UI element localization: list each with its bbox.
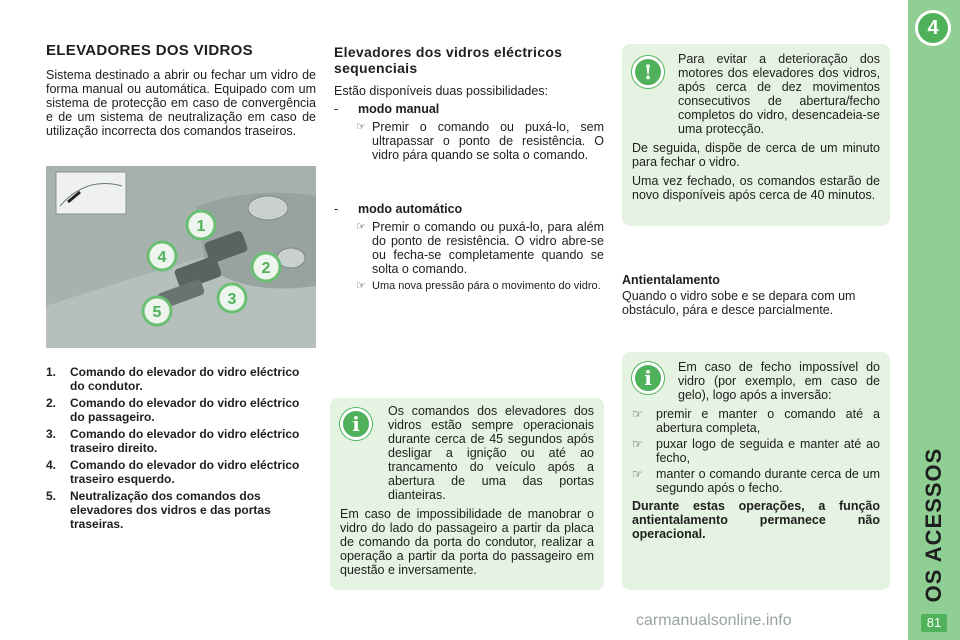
door-controls-photo xyxy=(46,166,316,348)
auto-mode-title: modo automático xyxy=(358,202,463,216)
reset-step-text: premir e manter o comando até a abertura completa, xyxy=(656,407,880,435)
callout-5 xyxy=(143,297,171,325)
door-controls-illustration xyxy=(46,166,316,348)
svg-text:2: 2 xyxy=(261,260,271,277)
legend-text: Comando do elevador do vidro eléctrico do passageiro. xyxy=(70,396,300,424)
warning-icon: ! xyxy=(632,56,664,88)
manual-mode-title: modo manual xyxy=(358,102,440,116)
legend-item xyxy=(46,458,316,486)
hand-pointer-icon: ☞ xyxy=(356,280,366,292)
manual-mode-label xyxy=(334,102,604,116)
legend-number: 1. xyxy=(46,365,57,379)
svg-text:3: 3 xyxy=(227,291,237,308)
legend-text: Comando do elevador do vidro eléctrico traseiro esquerdo. xyxy=(70,458,300,486)
hand-pointer-icon: ☞ xyxy=(632,437,643,451)
info-icon: i xyxy=(632,362,664,394)
legend-text: Neutralização dos comandos dos elevadores dos vidros e das portas traseiras. xyxy=(70,489,271,531)
info-box-reset xyxy=(622,352,890,590)
legend-item xyxy=(46,489,316,531)
subsection-title: Elevadores dos vidros eléctricos sequenciais xyxy=(334,44,563,76)
svg-text:5: 5 xyxy=(152,304,162,321)
warning-paragraph-1: Para evitar a deterioração dos motores dos elevadores dos vidros, após cerca de dez movimentos consecutivos de abertura/fecho completos do vidro, desencadeia-se uma protecção. xyxy=(678,52,880,136)
reset-step xyxy=(632,467,880,495)
lead-text: Estão disponíveis duas possibilidades: xyxy=(334,84,549,98)
callout-4 xyxy=(148,242,176,270)
reset-step-text: manter o comando durante cerca de um segundo após o fecho. xyxy=(656,467,880,495)
callout-1 xyxy=(187,211,215,239)
callout-3 xyxy=(218,284,246,312)
auto-mode-note xyxy=(356,280,604,293)
hand-pointer-icon: ☞ xyxy=(632,407,643,421)
anti-pinch-text: Quando o vidro sobe e se depara com um obstáculo, pára e desce parcialmente. xyxy=(622,289,856,317)
hand-pointer-icon: ☞ xyxy=(356,121,366,133)
legend-text: Comando do elevador do vidro eléctrico do condutor. xyxy=(70,365,300,393)
warning-box-protection xyxy=(622,44,890,226)
legend-number: 5. xyxy=(46,489,57,503)
info-box-paragraph-2: Em caso de impossibilidade de manobrar o vidro do lado do passageiro a partir da placa de comando da porta do condutor, realizar a operação a partir da porta do passageiro em questão e inversamente. xyxy=(340,507,594,577)
intro-paragraph: Sistema destinado a abrir ou fechar um vidro de forma manual ou automática. Equipado com um sistema de protecção em caso de convergência e de um sistema de neutralização em caso de utilização incorrecta dos comandos traseiros. xyxy=(46,68,316,138)
page-number: 81 xyxy=(921,614,947,632)
hand-pointer-icon: ☞ xyxy=(632,467,643,481)
auto-mode-note-text: Uma nova pressão pára o movimento do vidro. xyxy=(372,280,601,292)
auto-mode-text: Premir o comando ou puxá-lo, para além do ponto de resistência. O vidro abre-se ou fecha-se completamente quando se solta o comando. xyxy=(372,220,604,276)
reset-warning-bold: Durante estas operações, a função antientalamento permanece não operacional. xyxy=(632,499,880,541)
reset-step xyxy=(632,407,880,435)
auto-mode-label xyxy=(334,202,604,216)
hand-pointer-icon: ☞ xyxy=(356,221,366,233)
info-icon: i xyxy=(340,408,372,440)
anti-pinch-title: Antientalamento xyxy=(622,273,720,287)
reset-intro: Em caso de fecho impossível do vidro (por exemplo, em caso de gelo), logo após a inversão: xyxy=(678,360,880,402)
info-box-commands xyxy=(330,398,604,590)
info-box-paragraph-1: Os comandos dos elevadores dos vidros estão sempre operacionais durante cerca de 45 segundos após desligar a ignição ou até ao trancamento do veículo após a abertura de uma das portas dianteiras. xyxy=(388,404,594,502)
reset-step-text: puxar logo de seguida e manter até ao fecho, xyxy=(656,437,880,465)
legend-number: 4. xyxy=(46,458,57,472)
legend-item xyxy=(46,365,316,393)
svg-text:4: 4 xyxy=(157,249,167,266)
manual-mode-bullet xyxy=(356,120,604,162)
legend-number: 2. xyxy=(46,396,57,410)
manual-mode-text: Premir o comando ou puxá-lo, sem ultrapassar o ponto de resistência. O vidro pára quando se solta o comando. xyxy=(372,120,604,162)
callout-2 xyxy=(252,253,280,281)
watermark: carmanualsonline.info xyxy=(636,612,792,629)
chapter-number-badge xyxy=(915,10,951,46)
legend-item xyxy=(46,396,316,424)
controls-legend-list xyxy=(46,365,316,534)
warning-paragraph-2: De seguida, dispõe de cerca de um minuto para fechar o vidro. xyxy=(632,141,880,169)
reset-step xyxy=(632,437,880,465)
warning-paragraph-3: Uma vez fechado, os comandos estarão de novo disponíveis após cerca de 40 minutos. xyxy=(632,174,880,202)
auto-mode-bullet xyxy=(356,220,604,276)
legend-item xyxy=(46,427,316,455)
chapter-title: OS ACESSOS xyxy=(921,447,946,603)
dash: - xyxy=(334,102,339,116)
legend-number: 3. xyxy=(46,427,57,441)
section-title: ELEVADORES DOS VIDROS xyxy=(46,42,253,59)
dash: - xyxy=(334,202,339,216)
chapter-title-vertical xyxy=(910,440,958,610)
sequential-windows-text xyxy=(334,84,604,293)
chapter-number: 4 xyxy=(918,13,948,43)
legend-text: Comando do elevador do vidro eléctrico traseiro direito. xyxy=(70,427,300,455)
svg-text:1: 1 xyxy=(196,218,206,235)
